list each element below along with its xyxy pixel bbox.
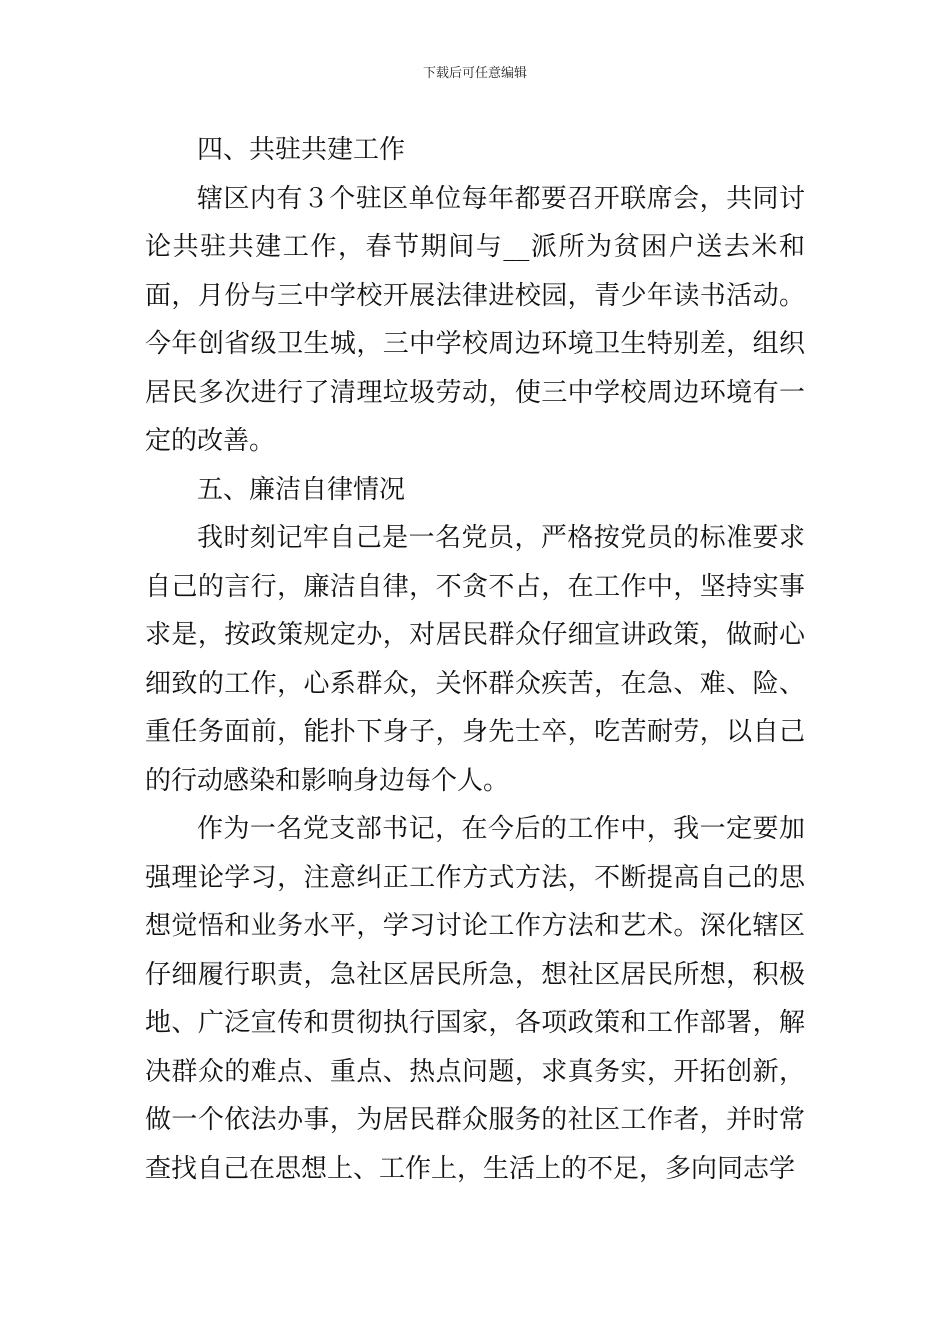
paragraph-co-building: 辖区内有３个驻区单位每年都要召开联席会，共同讨论共驻共建工作，春节期间与__派所为贫困户送去米和面，月份与三中学校开展法律进校园，青少年读书活动。今年创省级卫生城，三中学校周边环境卫生特别差，组织居民多次进行了清理垃圾劳动，使三中学校周边环境有一定的改善。 [145, 183, 805, 456]
document-body [145, 126, 805, 1193]
page-header-note: 下载后可任意编辑 [422, 66, 527, 81]
paragraph-self-discipline: 我时刻记牢自己是一名党员，严格按党员的标准要求自己的言行，廉洁自律，不贪不占，在工作中，坚持实事求是，按政策规定办，对居民群众仔细宣讲政策，做耐心细致的工作，心系群众，关怀群众疾苦，在急、难、险、重任务面前，能扑下身子，身先士卒，吃苦耐劳，以自己的行动感染和影响身边每个人。 [145, 523, 805, 796]
paragraph-future-work: 作为一名党支部书记，在今后的工作中，我一定要加强理论学习，注意纠正工作方式方法，不断提高自己的思想觉悟和业务水平，学习讨论工作方法和艺术。深化辖区仔细履行职责，急社区居民所急，想社区居民所想，积极地、广泛宣传和贯彻执行国家，各项政策和工作部署，解决群众的难点、重点、热点问题，求真务实，开拓创新，做一个依法办事，为居民群众服务的社区工作者，并时常查找自己在思想上、工作上，生活上的不足，多向同志学 [145, 814, 805, 1184]
section-heading-5: 五、廉洁自律情况 [197, 474, 406, 505]
section-heading-4: 四、共驻共建工作 [197, 135, 406, 165]
